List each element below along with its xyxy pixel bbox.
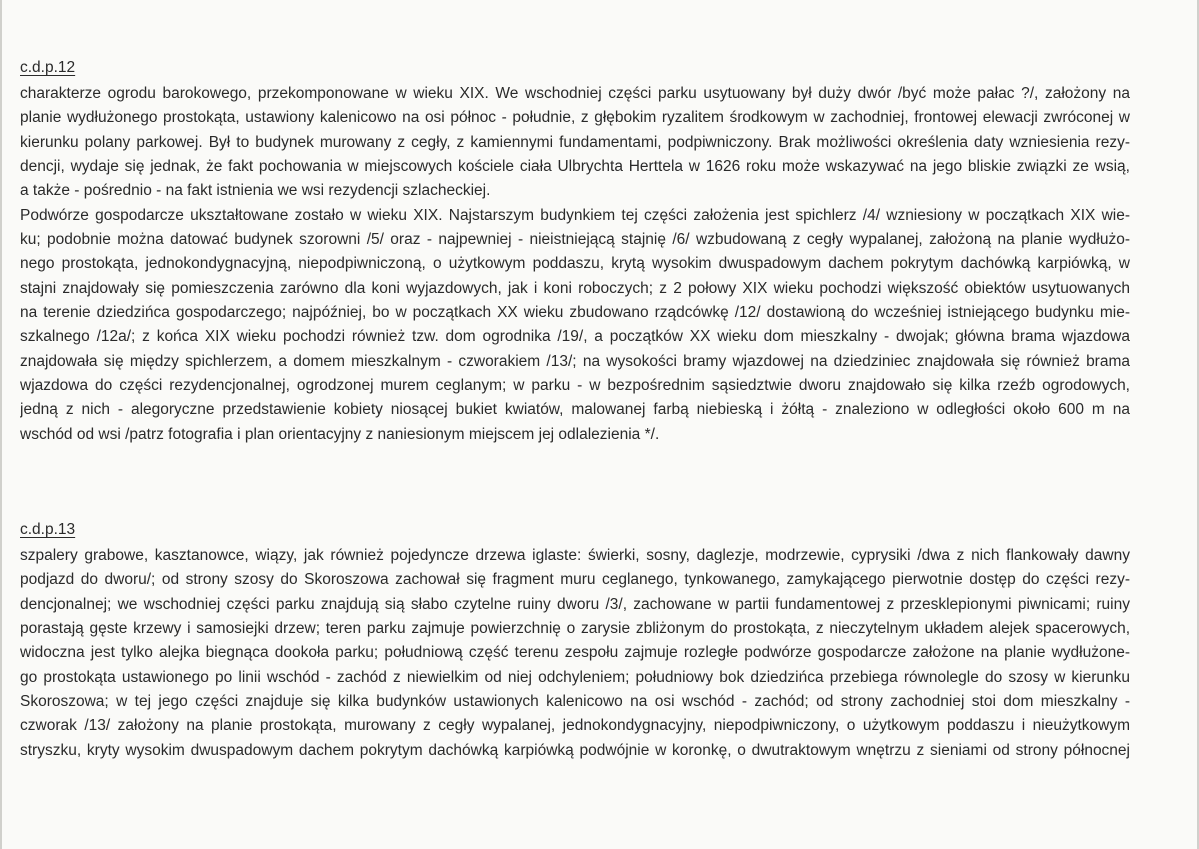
text-line: stajni znajdowały się pomieszczenia zarówno dla koni wyjazdowych, jak i koni roboczych; z 2 połowy XIX wieku pochodzi większość obiektów usytuowanych <box>20 279 1130 297</box>
text-line: szkalnego /12a/; z końca XIX wieku pochodzi również tzw. dom ogrodnika /19/, a początków XX wieku dom mieszkalny - dwojak; główna brama wjazdowa <box>20 328 1130 346</box>
text-line: podjazd do dworu/; od strony szosy do Skoroszowa zachował się fragment muru ceglanego, tynkowanego, zamykającego pierwotnie dostęp do części rezy- <box>20 571 1130 589</box>
text-line: dencji, wydaje się jednak, że fakt pochowania w miejscowych kościele ciała Ulbrychta Herttela w 1626 roku może wskazywać na jego bliskie związki ze wsią, <box>20 158 1130 176</box>
text-line: planie wydłużonego prostokąta, ustawiony kalenicowo na osi północ - południe, z głębokim ryzalitem środkowym w zachodniej, frontowej elewacji zwróconej w <box>20 109 1130 127</box>
text-line: go prostokąta ustawionego po linii wschód - zachód z niewielkim od niej odchyleniem; południowy bok dziedzińca przebiega równolegle do szosy w kierunku <box>20 668 1130 686</box>
text-line: nego prostokąta, jednokondygnacyjną, niepodpiwniczoną, o użytkowym poddaszu, krytą wysokim dwuspadowym dachem pokrytym dachówką karpiówką, w <box>20 255 1130 273</box>
text-line: kierunku polany parkowej. Był to budynek murowany z cegły, z kamiennymi fundamentami, podpiwniczony. Brak możliwości określenia daty wzniesienia rezy- <box>20 133 1130 151</box>
section-heading: c.d.p.13 <box>20 521 76 538</box>
section-cdp-13 <box>20 520 1130 763</box>
text-line: dencjonalnej; we wschodniej części parku znajdują sią słabo czytelne ruiny dworu /3/, zachowane w partii fundamentowej z przesklepionymi piwnicami; ruiny <box>20 595 1130 613</box>
text-line: a także - pośrednio - na fakt istnienia we wsi rezydencji szlacheckiej. <box>20 182 491 200</box>
text-line: szpalery grabowe, kasztanowce, wiązy, jak również pojedyncze drzewa iglaste: świerki, sosny, daglezje, modrzewie, cyprysiki /dwa z nich flankowały dawny <box>20 547 1130 564</box>
text-line: stryszku, kryty wysokim dwuspadowym dachem pokrytym dachówką karpiówką podwójnie w koronkę, o dwutraktowym wnętrzu z sieniami od strony północnej <box>20 741 1130 759</box>
text-line: czworak /13/ założony na planie prostokąta, murowany z cegły wypalanej, jednokondygnacyjny, niepodpiwniczony, o użytkowym poddaszu i nieużytkowym <box>20 717 1130 735</box>
section-cdp-12 <box>20 58 1130 447</box>
text-line: widoczna jest tylko alejka biegnąca dookoła parku; południową część terenu zespołu zajmuje rozległe podwórze gospodarcze założone na planie wydłużone- <box>20 644 1130 662</box>
section-heading: c.d.p.12 <box>20 59 76 76</box>
text-line: Podwórze gospodarcze ukształtowane zostało w wieku XIX. Najstarszym budynkiem tej części założenia jest spichlerz /4/ wzniesiony w początkach XIX wie- <box>20 206 1130 224</box>
text-line: Skoroszowa; w tej jego części znajduje się kilka budynków ustawionych kalenicowo na osi wschód - zachód; od strony zachodniej stoi dom mieszkalny - <box>20 693 1130 711</box>
text-line: jedną z nich - alegoryczne przedstawienie kobiety niosącej bukiet kwiatów, malowanej farbą niebieską i żółtą - znaleziono w odległości około 600 m na <box>20 401 1130 419</box>
text-line: wschód od wsi /patrz fotografia i plan orientacyjny z naniesionym miejscem jej odlalezienia */. <box>20 425 660 443</box>
text-line: ku; podobnie można datować budynek szorowni /5/ oraz - najpewniej - nieistniejącą stajnię /6/ wzbudowaną z cegły wypalanej, założoną na planie wydłużo- <box>20 231 1130 249</box>
text-line: znajdowała się między spichlerzem, a domem mieszkalnym - czworakiem /13/; na wysokości bramy wjazdowej na dziedziniec znajdowała się również brama <box>20 352 1130 370</box>
text-line: porastają gęste krzewy i samosiejki drzew; teren parku zajmuje powierzchnię o zarysie zbliżonym do prostokąta, z nieczytelnym układem alejek spacerowych, <box>20 620 1130 638</box>
text-line: charakterze ogrodu barokowego, przekomponowane w wieku XIX. We wschodniej części parku usytuowany był duży dwór /być może pałac ?/, założony na <box>20 85 1130 102</box>
text-line: wjazdowa do części rezydencjonalnej, ogrodzonej murem ceglanym; w parku - w bezpośrednim sąsiedztwie dworu znajdowało się kilka rzeźb ogrodowych, <box>20 377 1130 395</box>
text-line: na terenie dziedzińca gospodarczego; najpóźniej, bo w początkach XX wieku zbudowano rządcówkę /12/ dostawioną do wcześniej istniejącego budynku mie- <box>20 304 1130 322</box>
